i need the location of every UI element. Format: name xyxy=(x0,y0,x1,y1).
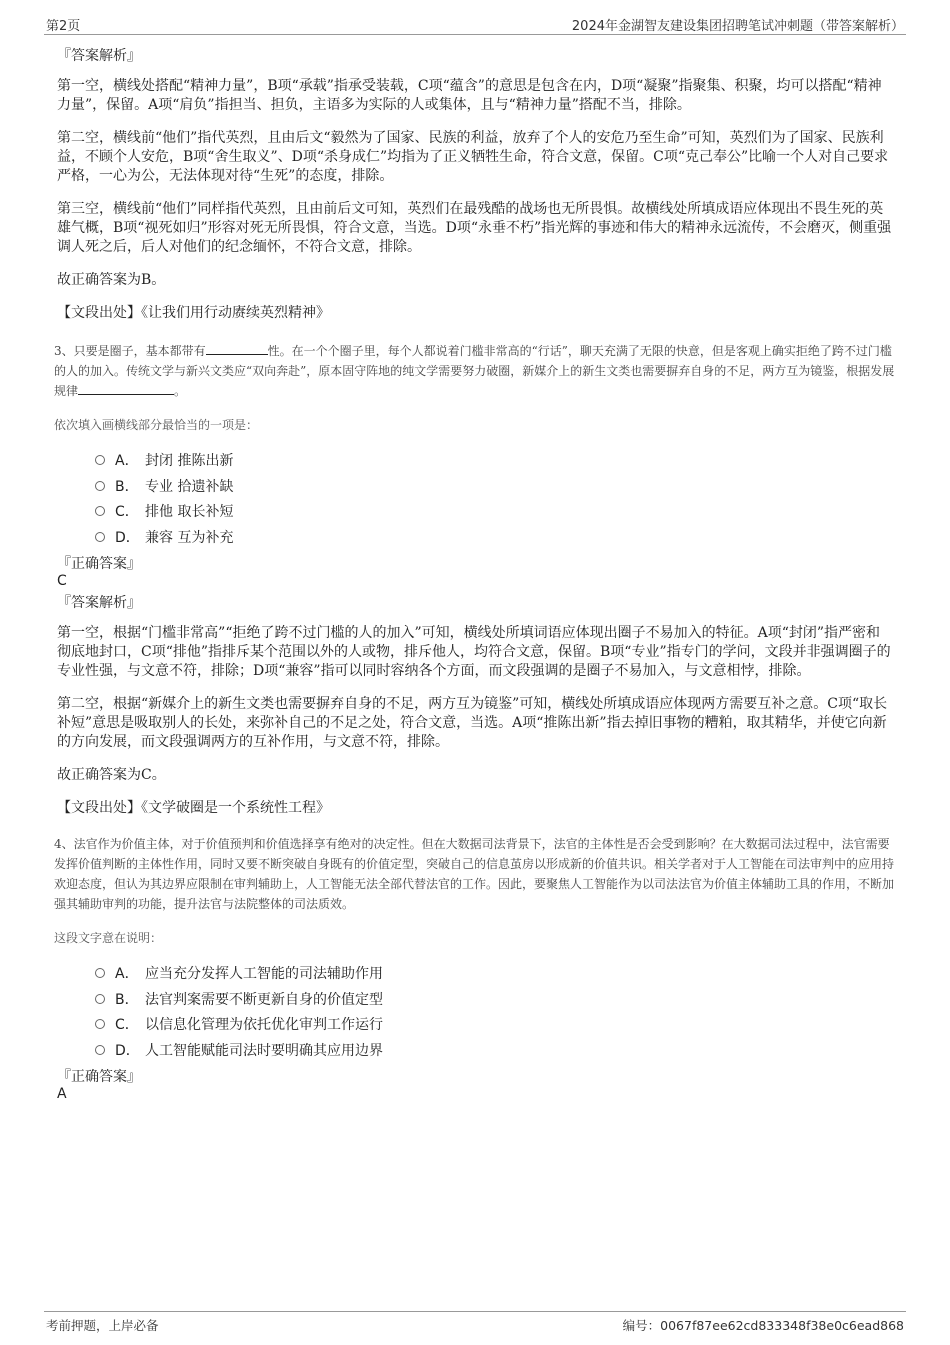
analysis-label: 『答案解析』 xyxy=(57,48,141,64)
analysis-paragraph: 第一空，根据“门槛非常高”“拒绝了跨不过门槛的人的加入”可知，横线处所填词语应体现出圈子不易加入的特征。A项“封闭”指严密和彻底地封口，C项“排他”指排斥某个范围以外的人或物，排斥他人，均符合文意，保留。B项“专业”指专门的学问，文段并非强调圈子的专业性强，与文意不符，排除；D项“兼容”指可以同时容纳各个方面，而文段强调的是圈子不易加入，与文意相悖，排除。 xyxy=(57,625,891,679)
radio-icon[interactable] xyxy=(95,532,105,542)
question-stem: 3、只要是圈子，基本都带有 性。在一个个圈子里，每个人都说着门槛非常高的“行话”，聊天充满了无限的快意，但是客观上确实拒绝了跨不过门槛的人的加入。传统文学与新兴文类应“双向奔赴”，原本固守阵地的纯文学需要努力破圈，新媒介上的新生文类也需要摒弃自身的不足，两方互为镜鉴，根据发展规律 。 xyxy=(54,341,896,401)
radio-icon[interactable] xyxy=(95,481,105,491)
option-d[interactable]: D． 兼容 互为补充 xyxy=(95,526,893,552)
analysis-label: 『答案解析』 xyxy=(57,595,141,611)
analysis-paragraph: 第二空，根据“新媒介上的新生文类也需要摒弃自身的不足，两方互为镜鉴”可知，横线处所填成语应体现两方需要互补之意。C项“取长补短”意思是吸取别人的长处，来弥补自己的不足之处，符合文意，当选。A项“推陈出新”指去掉旧事物的糟粕，取其精华，并使它向新的方向发展，而文段强调两方的互补作用，与文意不符，排除。 xyxy=(57,696,888,750)
option-c[interactable]: C． 排他 取长补短 xyxy=(95,500,893,526)
source-citation: 【文段出处】《让我们用行动赓续英烈精神》 xyxy=(57,305,330,321)
analysis-paragraph: 第三空，横线前“他们”同样指代英烈，且由前后文可知，英烈们在最残酷的战场也无所畏惧。故横线处所填成语应体现出不畏生死的英雄气概，B项“视死如归”形容对死无所畏惧，符合文意，当选。D项“永垂不朽”指光辉的事迹和伟大的精神永远流传，不会磨灭，侧重强调人死之后，后人对他们的纪念缅怀，不符合文意，排除。 xyxy=(57,201,892,255)
radio-icon[interactable] xyxy=(95,968,105,978)
option-d[interactable]: D． 人工智能赋能司法时要明确其应用边界 xyxy=(95,1039,893,1065)
page-number: 第2页 xyxy=(46,19,81,34)
question-stem: 4、法官作为价值主体，对于价值预判和价值选择享有绝对的决定性。但在大数据司法背景下，法官的主体性是否会受到影响？在大数据司法过程中，法官需要发挥价值判断的主体性作用，同时又要不断突破自身既有的价值定型，突破自己的信息茧房以形成新的价值共识。相关学者对于人工智能在司法审判中的应用持欢迎态度，但认为其边界应限制在审判辅助上，人工智能无法全部代替法官的工作。因此，要聚焦人工智能作为以司法法官为价值主体辅助工具的作用，不断加强其辅助审判的功能，提升法官与法院整体的司法质效。 xyxy=(54,837,895,911)
correct-label: 『正确答案』 xyxy=(57,556,141,572)
document-title: 2024年金湖智友建设集团招聘笔试冲刺题（带答案解析） xyxy=(571,19,904,34)
option-c[interactable]: C． 以信息化管理为依托优化审判工作运行 xyxy=(95,1013,893,1039)
option-b[interactable]: B． 法官判案需要不断更新自身的价值定型 xyxy=(95,988,893,1014)
analysis-paragraph: 第二空，横线前“他们”指代英烈，且由后文“毅然为了国家、民族的利益，放弃了个人的安危乃至生命”可知，英烈们为了国家、民族利益，不顾个人安危，B项“舍生取义”、D项“杀身成仁”均指为了正义牺牲生命，符合文意，保留。C项“克己奉公”比喻一个人对自己要求严格，一心为公，无法体现对待“生死”的态度，排除。 xyxy=(57,130,889,184)
option-a[interactable]: A． 封闭 推陈出新 xyxy=(95,449,893,475)
question-prompt: 依次填入画横线部分最恰当的一项是： xyxy=(54,418,259,432)
radio-icon[interactable] xyxy=(95,506,105,516)
source-citation: 【文段出处】《文学破圈是一个系统性工程》 xyxy=(57,800,330,816)
document-body xyxy=(54,47,895,1103)
radio-icon[interactable] xyxy=(95,455,105,465)
option-b[interactable]: B． 专业 拾遗补缺 xyxy=(95,475,893,501)
correct-answer: A xyxy=(57,1086,67,1102)
answer-letter: B xyxy=(141,272,152,288)
options-list xyxy=(95,962,893,1064)
page-header xyxy=(44,12,906,35)
document-code: 编号：0067f87ee62cd833348f38e0c6ead868 xyxy=(622,1318,904,1333)
radio-icon[interactable] xyxy=(95,994,105,1004)
final-answer: 故正确答案为C。 xyxy=(57,767,166,783)
fill-blank xyxy=(206,341,268,355)
page-footer xyxy=(44,1311,906,1334)
radio-icon[interactable] xyxy=(95,1019,105,1029)
option-a[interactable]: A． 应当充分发挥人工智能的司法辅助作用 xyxy=(95,962,893,988)
options-list xyxy=(95,449,893,551)
analysis-paragraph: 第一空，横线处搭配“精神力量”，B项“承载”指承受装载，C项“蕴含”的意思是包含在内，D项“凝聚”指聚集、积聚，均可以搭配“精神力量”，保留。A项“肩负”指担当、担负，主语多为实际的人或集体，且与“精神力量”搭配不当，排除。 xyxy=(57,78,882,113)
correct-label: 『正确答案』 xyxy=(57,1069,141,1085)
answer-letter: C xyxy=(141,767,152,783)
question-prompt: 这段文字意在说明： xyxy=(54,931,163,945)
final-answer: 故正确答案为B。 xyxy=(57,272,166,288)
fill-blank xyxy=(78,381,174,395)
radio-icon[interactable] xyxy=(95,1045,105,1055)
footer-slogan: 考前押题，上岸必备 xyxy=(46,1318,159,1333)
correct-answer: C xyxy=(57,573,67,589)
